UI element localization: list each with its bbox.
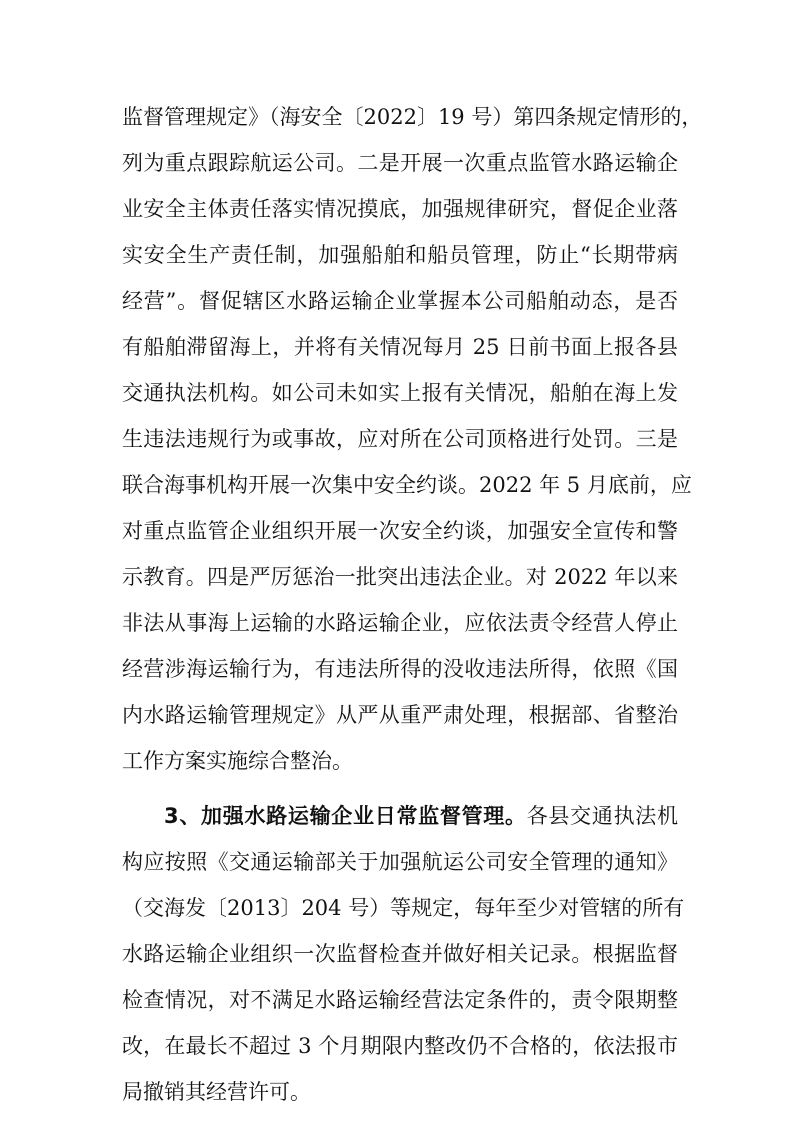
paragraph-1-line: 实安全生产责任制，加强船舶和船员管理，防止“长期带病 <box>122 243 678 267</box>
paragraph-2-line: 局撤销其经营许可。 <box>122 1080 311 1104</box>
paragraph-1-line: 经营涉海运输行为，有违法所得的没收违法所得，依照《国 <box>122 657 678 681</box>
paragraph-1-line: 交通执法机构。如公司未如实上报有关情况，船舶在海上发 <box>122 381 678 405</box>
paragraph-1-line: 监督管理规定》（海安全〔2022〕19 号）第四条规定情形的， <box>122 105 703 129</box>
paragraph-2-first-line-text: 各县交通执法机 <box>526 804 678 828</box>
paragraph-1-line: 示教育。四是严厉惩治一批突出违法企业。对 2022 年以来 <box>122 565 678 589</box>
paragraph-1-line: 有船舶滞留海上，并将有关情况每月 25 日前书面上报各县 <box>122 335 678 359</box>
paragraph-1-line: 联合海事机构开展一次集中安全约谈。2022 年 5 月底前，应 <box>122 473 692 497</box>
paragraph-1-line: 非法从事海上运输的水路运输企业，应依法责令经营人停止 <box>122 611 678 635</box>
paragraph-1-line: 业安全主体责任落实情况摸底，加强规律研究，督促企业落 <box>122 197 678 221</box>
paragraph-1-line: 生违法违规行为或事故，应对所在公司顶格进行处罚。三是 <box>122 427 678 451</box>
paragraph-1-line: 对重点监管企业组织开展一次安全约谈，加强安全宣传和警 <box>122 519 678 543</box>
paragraph-2-line: （交海发〔2013〕204 号）等规定，每年至少对管辖的所有 <box>122 896 685 920</box>
paragraph-2-first-line <box>164 793 678 839</box>
paragraph-2-line: 水路运输企业组织一次监督检查并做好相关记录。根据监督 <box>122 942 678 966</box>
paragraph-1-line: 列为重点跟踪航运公司。二是开展一次重点监管水路运输企 <box>122 151 678 175</box>
paragraph-2-line: 检查情况，对不满足水路运输经营法定条件的，责令限期整 <box>122 988 678 1012</box>
section-heading: 3、加强水路运输企业日常监督管理。 <box>164 804 527 828</box>
paragraph-1-line: 内水路运输管理规定》从严从重严肃处理，根据部、省整治 <box>122 703 678 727</box>
paragraph-2-line: 改，在最长不超过 3 个月期限内整改仍不合格的，依法报市 <box>122 1034 678 1058</box>
paragraph-1-line: 经营”。督促辖区水路运输企业掌握本公司船舶动态，是否 <box>122 289 678 313</box>
paragraph-2-line: 构应按照《交通运输部关于加强航运公司安全管理的通知》 <box>122 850 678 874</box>
paragraph-1-line: 工作方案实施综合整治。 <box>122 749 353 773</box>
